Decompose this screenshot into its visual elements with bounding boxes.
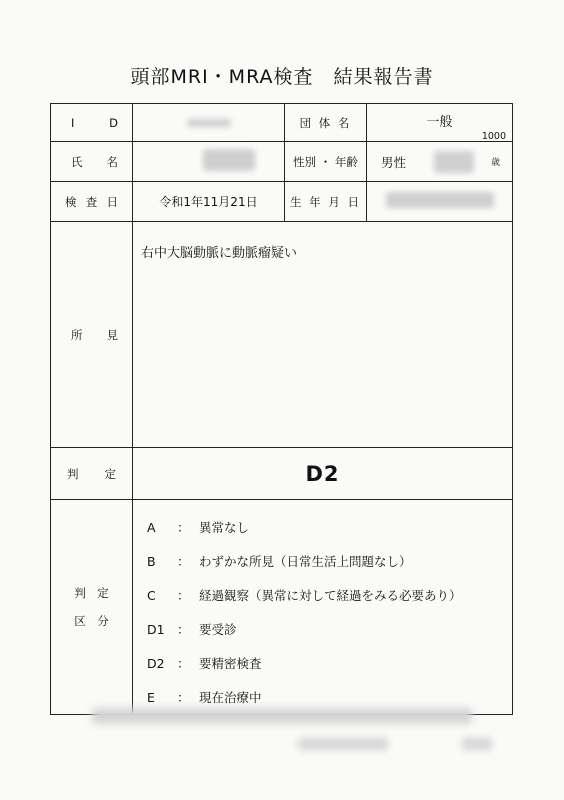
redacted-birth-date bbox=[386, 192, 494, 208]
document-title: 頭部MRI・MRA検査 結果報告書 bbox=[130, 66, 434, 88]
row-name bbox=[51, 142, 513, 182]
category-item: D2 ： 要精密検査 bbox=[147, 655, 262, 671]
category-label: 判 定 区 分 bbox=[51, 500, 133, 715]
findings-label: 所 見 bbox=[51, 222, 133, 448]
redacted-age bbox=[434, 151, 474, 173]
id-label: I D bbox=[51, 104, 133, 142]
birth-date-label: 生 年 月 日 bbox=[285, 182, 367, 222]
row-id bbox=[51, 104, 513, 142]
judgment-label: 判 定 bbox=[51, 448, 133, 500]
findings-text: 右中大脳動脈に動脈瘤疑い bbox=[133, 222, 513, 448]
report-table bbox=[50, 103, 513, 715]
name-value bbox=[133, 142, 285, 182]
age-unit: 歳 bbox=[490, 158, 500, 168]
row-findings bbox=[51, 222, 513, 448]
exam-date-label: 検 査 日 bbox=[51, 182, 133, 222]
redacted-name bbox=[203, 149, 255, 171]
redacted-id bbox=[187, 119, 231, 127]
row-categories bbox=[51, 500, 513, 715]
judgment-value: D2 bbox=[133, 448, 513, 500]
exam-date-value: 令和1年11月21日 bbox=[133, 182, 285, 222]
redacted-footer-text bbox=[298, 738, 388, 750]
category-item: B ： わずかな所見（日常生活上問題なし） bbox=[147, 553, 412, 569]
id-value bbox=[133, 104, 285, 142]
sex-value: 男性 bbox=[381, 154, 407, 170]
birth-date-value bbox=[367, 182, 513, 222]
row-date bbox=[51, 182, 513, 222]
category-item: C ： 経過観察（異常に対して経過をみる必要あり） bbox=[147, 587, 462, 603]
row-judgment bbox=[51, 448, 513, 500]
category-list bbox=[133, 500, 513, 715]
category-item: E ： 現在治療中 bbox=[147, 689, 262, 705]
sex-age-value bbox=[367, 142, 513, 182]
redacted-footer-text bbox=[462, 738, 492, 750]
sex-age-label: 性別 ・ 年齢 bbox=[285, 142, 367, 182]
name-label: 氏 名 bbox=[51, 142, 133, 182]
group-value bbox=[367, 104, 513, 142]
group-name: 一般 bbox=[426, 115, 453, 130]
group-code: 1000 bbox=[481, 131, 506, 142]
category-item: A ： 異常なし bbox=[147, 519, 250, 535]
redacted-footer-line bbox=[92, 708, 472, 724]
category-item: D1 ： 要受診 bbox=[147, 621, 237, 637]
group-label: 団 体 名 bbox=[285, 104, 367, 142]
